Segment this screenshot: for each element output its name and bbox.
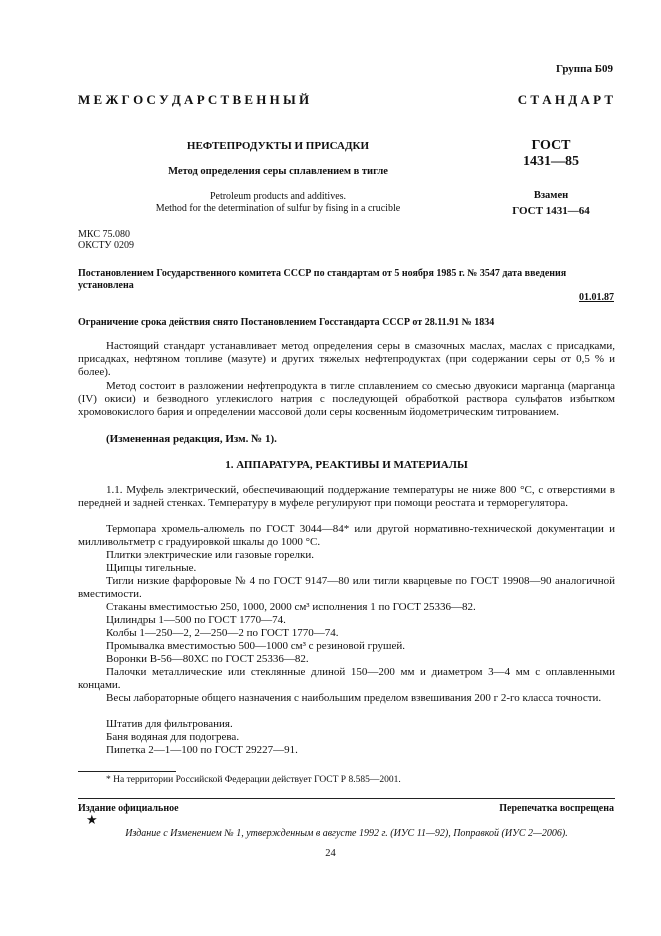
standard-word: С Т А Н Д А Р Т	[517, 92, 613, 107]
official-edition-label: Издание официальное	[78, 803, 179, 814]
mks-code: МКС 75.080	[78, 229, 130, 240]
intro-paragraph: Настоящий стандарт устанавливает метод определения серы в смазочных маслах, маслах с присадками, присадках, нефтяном топливе (мазуте) и других тяжелых нефтепродуктах (при содержании серы от 0,5 % и более).	[78, 340, 615, 378]
footnote-rule	[78, 771, 176, 772]
footnote: * На территории Российской Федерации действует ГОСТ Р 8.585—2001.	[106, 775, 401, 785]
section-paragraph: Тигли низкие фарфоровые № 4 по ГОСТ 9147—80 или тигли кварцевые по ГОСТ 19908—90 аналогичной вместимости.	[78, 575, 615, 600]
list-item: Воронки В-56—80ХС по ГОСТ 25336—82.	[106, 653, 309, 665]
document-subtitle: Метод определения серы сплавлением в тигле	[168, 166, 388, 177]
page-number: 24	[325, 848, 336, 859]
gost-label: ГОСТ	[531, 138, 571, 153]
list-item: Промывалка вместимостью 500—1000 см³ с резиновой грушей.	[106, 640, 406, 652]
replaces-gost: ГОСТ 1431—64	[512, 205, 590, 217]
edition-note: Издание с Изменением № 1, утвержденным в августе 1992 г. (ИУС 11—92), Поправкой (ИУС 2—2006).	[125, 828, 568, 839]
decree-text: Постановлением Государственного комитета СССР по стандартам от 5 ноября 1985 г. № 3547 дата введения установлена	[78, 268, 567, 291]
list-item: Щипцы тигельные.	[106, 562, 197, 574]
section-paragraph: Палочки металлические или стеклянные длиной 150—200 мм и диаметром 3—4 мм с оплавленными концами.	[78, 666, 615, 691]
limitation-text: Ограничение срока действия снято Постановлением Госстандарта СССР от 28.11.91 № 1834	[78, 317, 495, 328]
list-item: Плитки электрические или газовые горелки.	[106, 549, 314, 561]
list-item: Штатив для фильтрования.	[106, 718, 233, 730]
list-item: Пипетка 2—1—100 по ГОСТ 29227—91.	[106, 744, 298, 756]
list-item: Стаканы вместимостью 250, 1000, 2000 см³ исполнения 1 по ГОСТ 25336—82.	[106, 601, 476, 613]
title-english-2: Method for the determination of sulfur by fising in a crucible	[155, 203, 401, 214]
list-item: Колбы 1—250—2, 2—250—2 по ГОСТ 1770—74.	[106, 627, 339, 639]
section-heading: 1. АППАРАТУРА, РЕАКТИВЫ И МАТЕРИАЛЫ	[225, 459, 468, 471]
section-paragraph: Весы лабораторные общего назначения с наибольшим пределом взвешивания 200 г 2-го класса точности.	[106, 692, 602, 704]
title-english-1: Petroleum products and additives.	[209, 191, 347, 202]
amendment-note: (Измененная редакция, Изм. № 1).	[106, 433, 277, 445]
okstu-code: ОКСТУ 0209	[78, 240, 135, 251]
section-paragraph: Термопара хромель-алюмель по ГОСТ 3044—84* или другой нормативно-технической документации и милливольтметр с градуировкой шкалы до 1000 °С.	[78, 523, 615, 548]
footer-rule	[78, 798, 615, 799]
list-item: Баня водяная для подогрева.	[106, 731, 240, 743]
introduction-date: 01.01.87	[579, 292, 614, 303]
section-paragraph: 1.1. Муфель электрический, обеспечивающий поддержание температуры не ниже 800 °С, с отверстиями в передней и задней стенках. Температуру в муфеле регулируют при помощи реостата и терморегулятора.	[78, 484, 615, 509]
intro-paragraph: Метод состоит в разложении нефтепродукта в тигле сплавлением со смесью двуокиси марганца (марганца (IV) окиси) и безводного углекислого натрия с последующей обработкой раствора сульфатов избытком хромовокислого бария и определении массовой доли серы косвенным йодометрическим титрованием.	[78, 380, 615, 418]
group-code: Группа Б09	[556, 63, 613, 75]
interstate-word: М Е Ж Г О С У Д А Р С Т В Е Н Н Ы Й	[78, 92, 310, 107]
interstate-standard-banner	[78, 92, 613, 108]
reprint-prohibited-label: Перепечатка воспрещена	[499, 803, 614, 814]
document-title: НЕФТЕПРОДУКТЫ И ПРИСАДКИ	[186, 140, 370, 152]
list-item: Цилиндры 1—500 по ГОСТ 1770—74.	[106, 614, 286, 626]
replaces-label: Взамен	[533, 190, 569, 201]
star-icon: ★	[86, 812, 98, 827]
gost-number: 1431—85	[523, 154, 579, 169]
